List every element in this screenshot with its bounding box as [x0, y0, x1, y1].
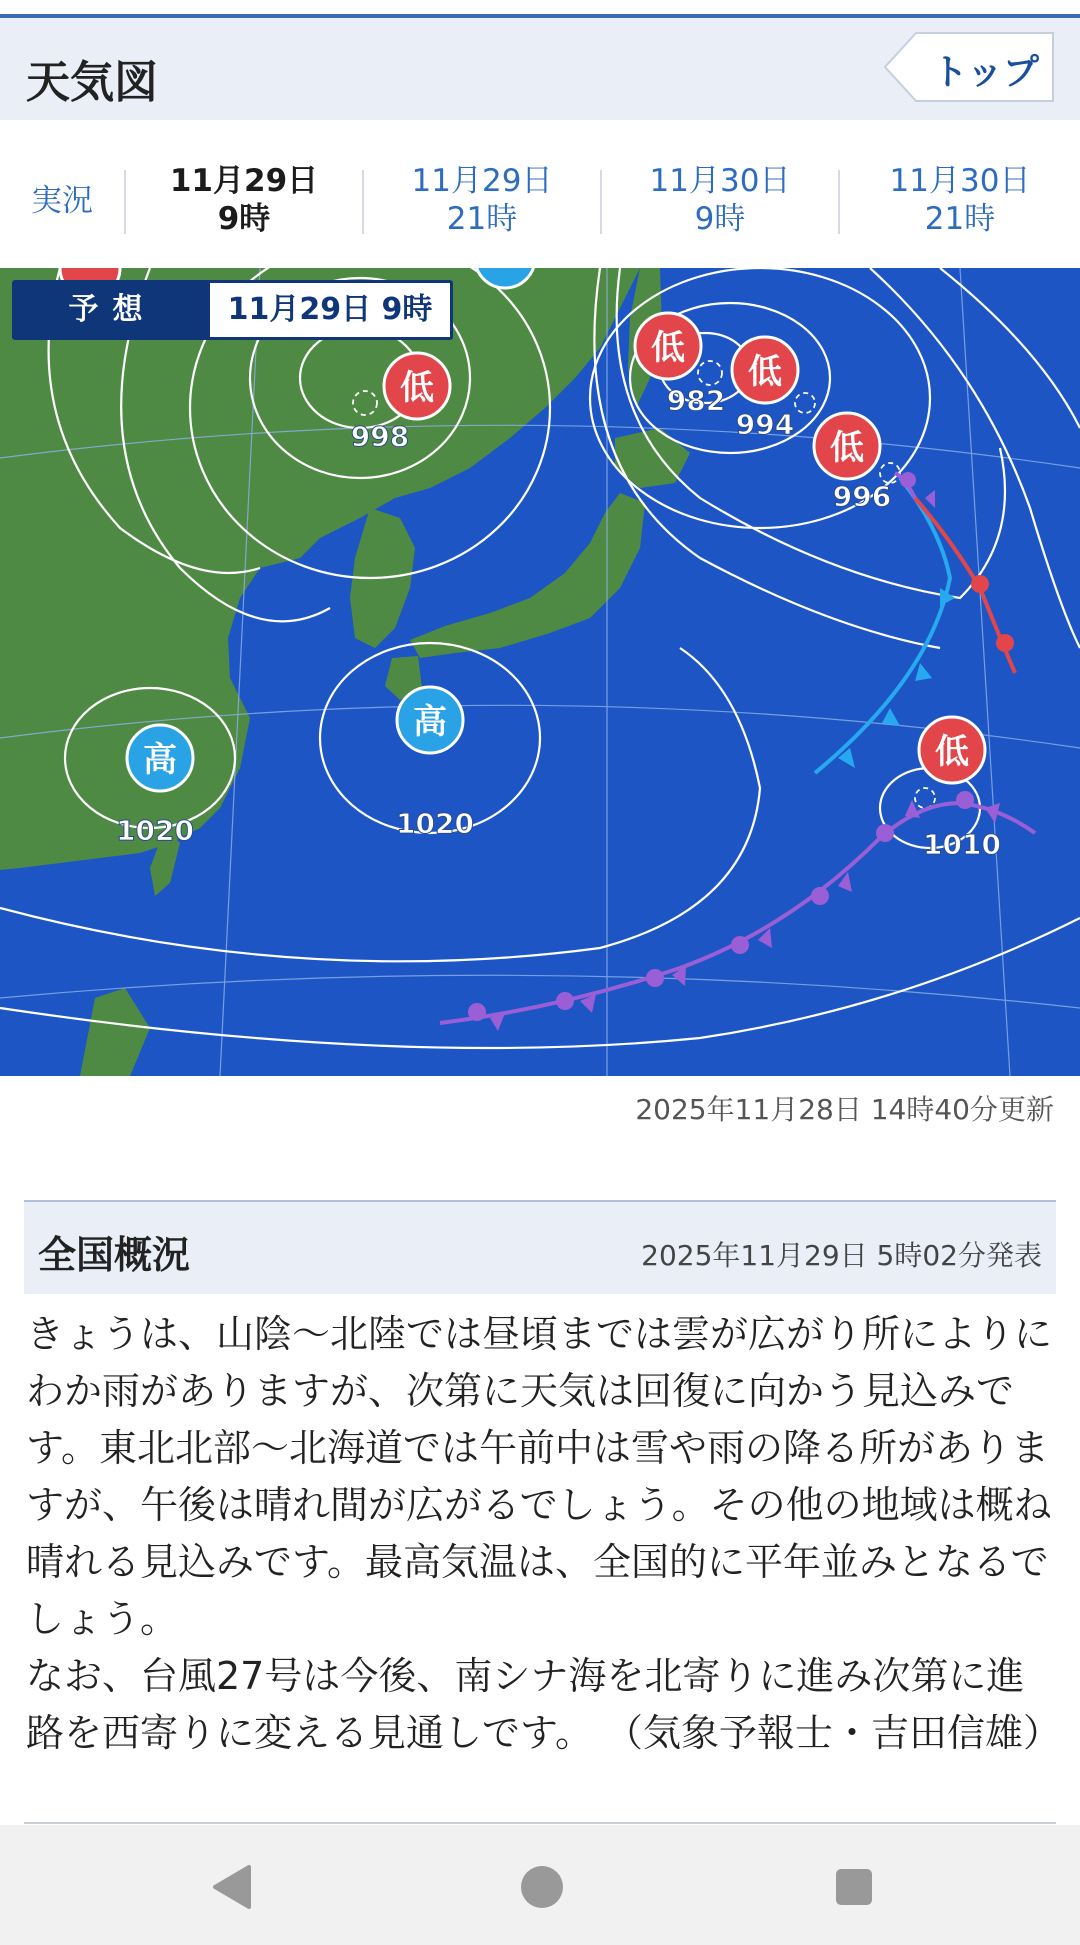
summary-title: 全国概況 [38, 1233, 191, 1277]
summary-paragraph: きょうは、山陰～北陸では昼頃までは雲が広がり所によりにわか雨がありますが、次第に天気は回復に向かう見込みです。東北北部～北海道では午前中は雪や雨の降る所がありますが、午後は晴れ間が広がるでしょう。その他の地域は概ね晴れる見込みです。最高気温は、全国的に平年並みとなるでしょう。 [26, 1312, 1053, 1641]
forecast-label-kind: 予想 [68, 292, 157, 327]
pressure-value-low-3: 996 [832, 480, 892, 513]
forecast-label [12, 280, 453, 340]
time-tabs [0, 120, 1080, 268]
pressure-value-low-west: 998 [350, 420, 410, 453]
weather-map-svg [0, 268, 1080, 1076]
pressure-value-low-1: 982 [666, 384, 726, 417]
tab-label: 実況 [31, 183, 93, 219]
low-label-2: 低 [748, 352, 782, 392]
tab-label-date: 11月29日 [411, 163, 553, 199]
tab-label-time: 9時 [217, 201, 271, 237]
pressure-value-low-2: 994 [735, 408, 795, 441]
content-divider [24, 1822, 1056, 1824]
updated-timestamp: 2025年11月28日 14時40分更新 [635, 1093, 1054, 1126]
pressure-value-high-china: 1020 [116, 814, 194, 847]
tab-observed[interactable] [0, 182, 124, 262]
forecast-label-time: 11月29日 9時 [210, 283, 450, 337]
tab-nov29-21[interactable] [364, 162, 600, 242]
low-label-1: 低 [651, 328, 685, 368]
low-label-3: 低 [830, 428, 864, 468]
tab-nov30-9[interactable] [602, 162, 838, 242]
summary-paragraph: なお、台風27号は今後、南シナ海を北寄りに進み次第に進路を西寄りに変える見通しです。 （気象予報士・吉田信雄） [26, 1654, 1062, 1755]
philippines-island [80, 988, 150, 1076]
tab-label-time: 9時 [694, 201, 746, 237]
tab-label-date: 11月30日 [889, 163, 1031, 199]
recents-icon[interactable] [828, 1861, 880, 1913]
page-title: 天気図 [26, 57, 158, 108]
tab-nov30-21[interactable] [840, 162, 1080, 242]
summary-date: 2025年11月29日 5時02分発表 [641, 1239, 1042, 1272]
page-header [0, 18, 1080, 120]
home-icon[interactable] [516, 1861, 568, 1913]
low-label-south: 低 [935, 732, 969, 772]
back-icon[interactable] [207, 1861, 259, 1913]
tab-label-date: 11月30日 [649, 163, 791, 199]
top-button[interactable] [884, 32, 1054, 102]
tab-nov29-9[interactable] [126, 162, 362, 242]
tab-label-time: 21時 [446, 201, 518, 237]
pressure-value-low-south: 1010 [923, 828, 1001, 861]
system-navigation-bar [0, 1825, 1080, 1945]
weather-map[interactable] [0, 268, 1080, 1076]
pressure-value-high-japan: 1020 [396, 807, 474, 840]
tab-label-time: 21時 [924, 201, 996, 237]
tab-label-date: 11月29日 [169, 163, 319, 199]
asia-continent [0, 268, 640, 870]
summary-body [26, 1306, 1062, 1762]
high-label-china: 高 [143, 740, 177, 780]
top-button-label: トップ [932, 52, 1039, 93]
high-label-japan: 高 [413, 702, 447, 742]
honshu-island [410, 493, 645, 658]
low-label-west: 低 [400, 368, 434, 408]
summary-header [24, 1200, 1056, 1294]
